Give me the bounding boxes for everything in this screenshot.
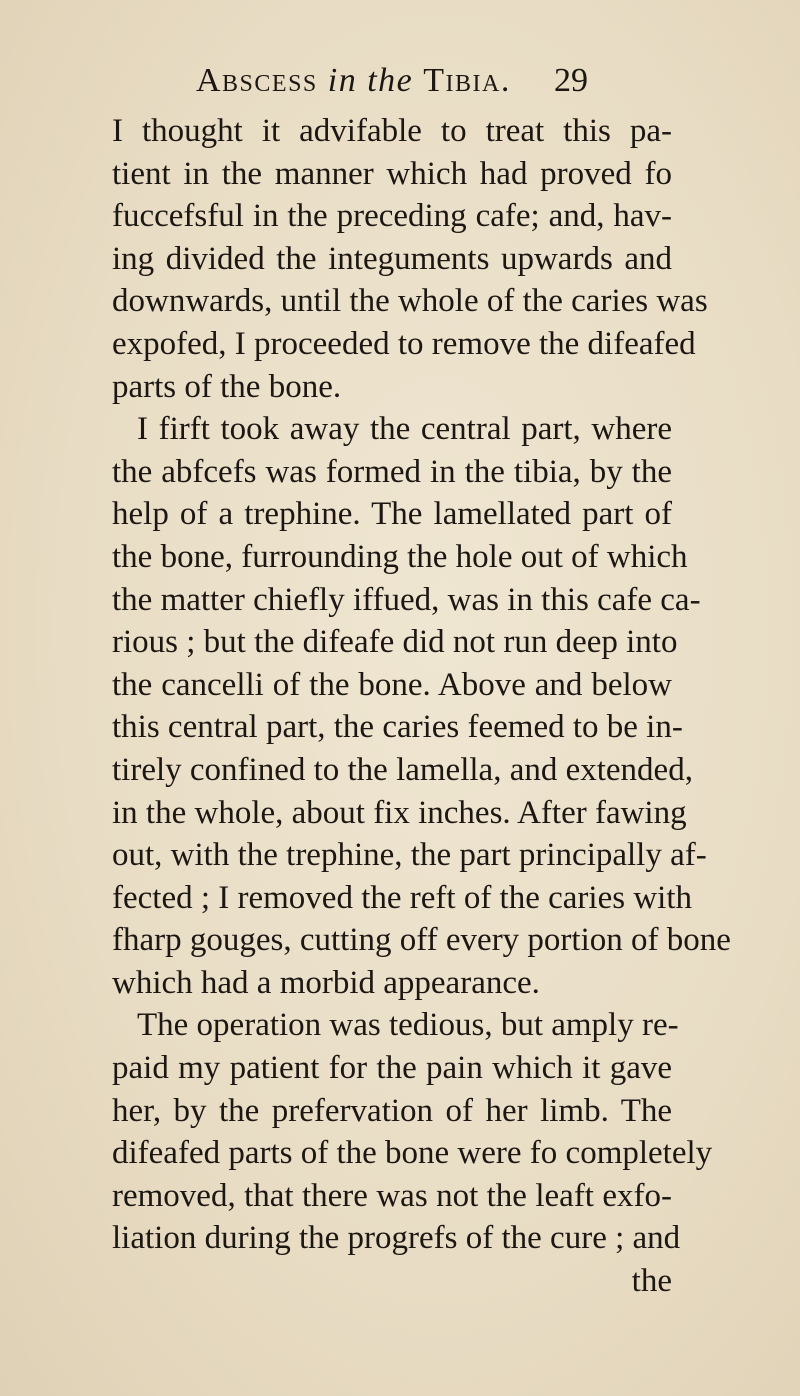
text-line: this central part, the caries feemed to be in- (112, 709, 683, 746)
page-number: 29 (554, 62, 588, 99)
running-header (0, 62, 800, 102)
text-line: The operation was tedious, but amply re- (137, 1007, 679, 1044)
running-title-in-the: in the (327, 62, 414, 99)
text-line: help of a trephine. The lamellated part of (112, 496, 672, 533)
text-line: fuccefsful in the preceding cafe; and, hav- (112, 198, 672, 235)
text-line: ing divided the integuments upwards and (112, 240, 672, 277)
text-line: paid my patient for the pain which it gave (112, 1050, 672, 1087)
text-line: fharp gouges, cutting off every portion of bone (112, 922, 731, 959)
text-line: the abfcefs was formed in the tibia, by the (112, 453, 672, 490)
text-line: which had a morbid appearance. (112, 964, 540, 1001)
text-line: removed, that there was not the leaft exfo- (112, 1177, 672, 1214)
text-line: downwards, until the whole of the caries was (112, 283, 708, 320)
text-line: out, with the trephine, the part principally af- (112, 837, 707, 874)
text-line: liation during the progrefs of the cure ; and (112, 1220, 681, 1257)
text-line: fected ; I removed the reft of the caries with (112, 879, 692, 916)
catchword: the (631, 1263, 672, 1300)
text-line: her, by the prefervation of her limb. The (112, 1092, 672, 1129)
text-line: rious ; but the difeafe did not run deep into (112, 624, 678, 661)
body-text (112, 110, 731, 1303)
text-line: tient in the manner which had proved fo (112, 155, 672, 192)
text-line: difeafed parts of the bone were fo completely (112, 1135, 713, 1172)
text-line: parts of the bone. (112, 368, 342, 405)
text-line: the matter chiefly iffued, was in this cafe ca- (112, 581, 701, 618)
text-line: in the whole, about fix inches. After fawing (112, 794, 687, 831)
text-line: I firft took away the central part, where (137, 411, 672, 448)
text-line: I thought it advifable to treat this pa- (112, 113, 672, 149)
text-line: expofed, I proceeded to remove the difeafed (112, 325, 696, 362)
running-title (196, 62, 511, 100)
text-line: tirely confined to the lamella, and extended, (112, 751, 693, 788)
text-line: the bone, furrounding the hole out of which (112, 538, 688, 575)
running-title-abscess: Abscess (196, 62, 318, 99)
text-line: the cancelli of the bone. Above and below (112, 666, 672, 703)
running-title-tibia: Tibia. (423, 62, 511, 99)
